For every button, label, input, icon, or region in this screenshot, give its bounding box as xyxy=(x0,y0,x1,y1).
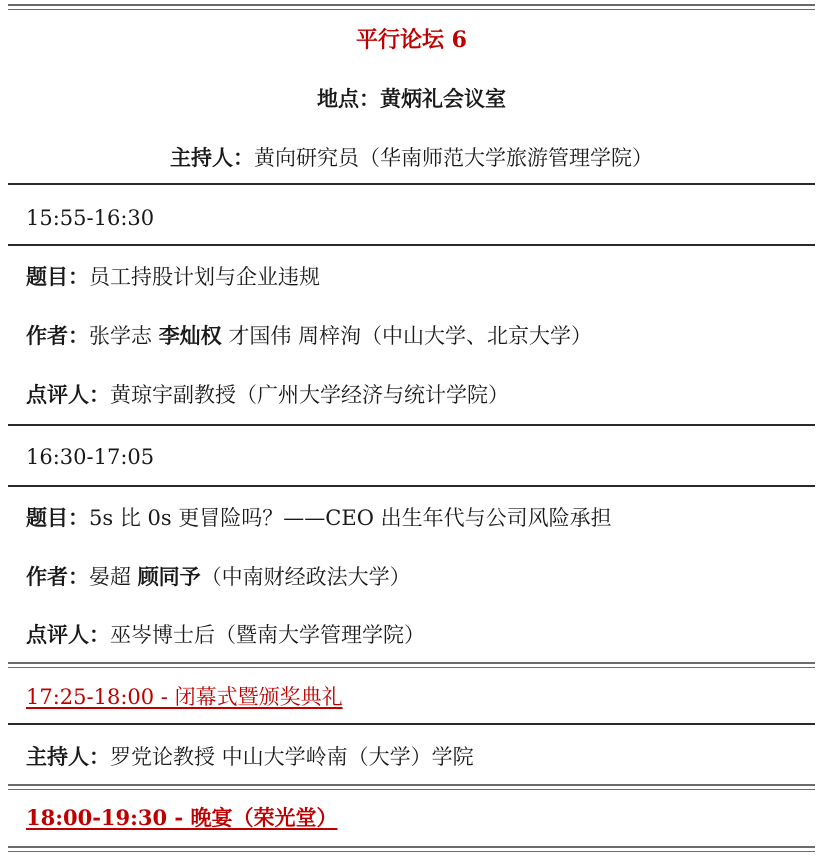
authors-pre: 张学志 xyxy=(89,324,159,348)
topic-value: 员工持股计划与企业违规 xyxy=(89,265,320,289)
presenting-author: 李灿权 xyxy=(158,323,222,348)
session-topic xyxy=(0,505,823,531)
authors-pre: 晏超 xyxy=(89,565,138,589)
topic-label: 题目： xyxy=(26,505,89,530)
host-value: 黄向研究员（华南师范大学旅游管理学院） xyxy=(254,146,653,170)
banquet-title[interactable] xyxy=(0,805,823,831)
topic-label: 题目： xyxy=(26,264,89,289)
reviewer-label: 点评人： xyxy=(26,622,110,647)
session-reviewer xyxy=(0,622,823,648)
divider xyxy=(8,183,815,185)
divider xyxy=(8,424,815,426)
reviewer-value: 黄琼宇副教授（广州大学经济与统计学院） xyxy=(110,383,509,407)
authors-label: 作者： xyxy=(26,323,89,348)
host-line xyxy=(0,145,823,171)
forum-title: 平行论坛 6 xyxy=(356,27,467,53)
divider xyxy=(8,244,815,246)
reviewer-label: 点评人： xyxy=(26,382,110,407)
session-authors xyxy=(0,564,823,590)
closing-host-label: 主持人： xyxy=(26,744,110,769)
presenting-author: 顾同予 xyxy=(137,564,201,589)
top-double-rule xyxy=(8,4,815,10)
host-label: 主持人： xyxy=(170,145,254,170)
closing-host xyxy=(0,744,823,770)
section-double-rule xyxy=(8,784,815,790)
authors-post: （中南财经政法大学） xyxy=(200,565,411,589)
authors-label: 作者： xyxy=(26,564,89,589)
venue-value: 黄炳礼会议室 xyxy=(380,86,506,111)
topic-value: 5s 比 0s 更冒险吗？——CEO 出生年代与公司风险承担 xyxy=(89,506,612,530)
session-topic xyxy=(0,264,823,290)
divider xyxy=(8,723,815,725)
session-authors xyxy=(0,323,823,349)
session-reviewer xyxy=(0,382,823,408)
reviewer-value: 巫岑博士后（暨南大学管理学院） xyxy=(110,623,425,647)
venue-label: 地点： xyxy=(317,86,380,111)
bottom-double-rule xyxy=(8,846,815,852)
divider xyxy=(8,485,815,487)
closing-link[interactable]: 17:25-18:00 - 闭幕式暨颁奖典礼 xyxy=(26,685,343,709)
authors-post: 才国伟 周梓洵（中山大学、北京大学） xyxy=(221,324,593,348)
section-double-rule xyxy=(8,662,815,668)
session-time: 16:30-17:05 xyxy=(26,445,155,469)
session-time: 15:55-16:30 xyxy=(26,206,155,230)
closing-host-value: 罗党论教授 中山大学岭南（大学）学院 xyxy=(110,745,474,769)
closing-title[interactable] xyxy=(0,684,823,710)
banquet-link[interactable]: 18:00-19:30 - 晚宴（荣光堂） xyxy=(26,805,338,830)
venue-line xyxy=(0,86,823,112)
